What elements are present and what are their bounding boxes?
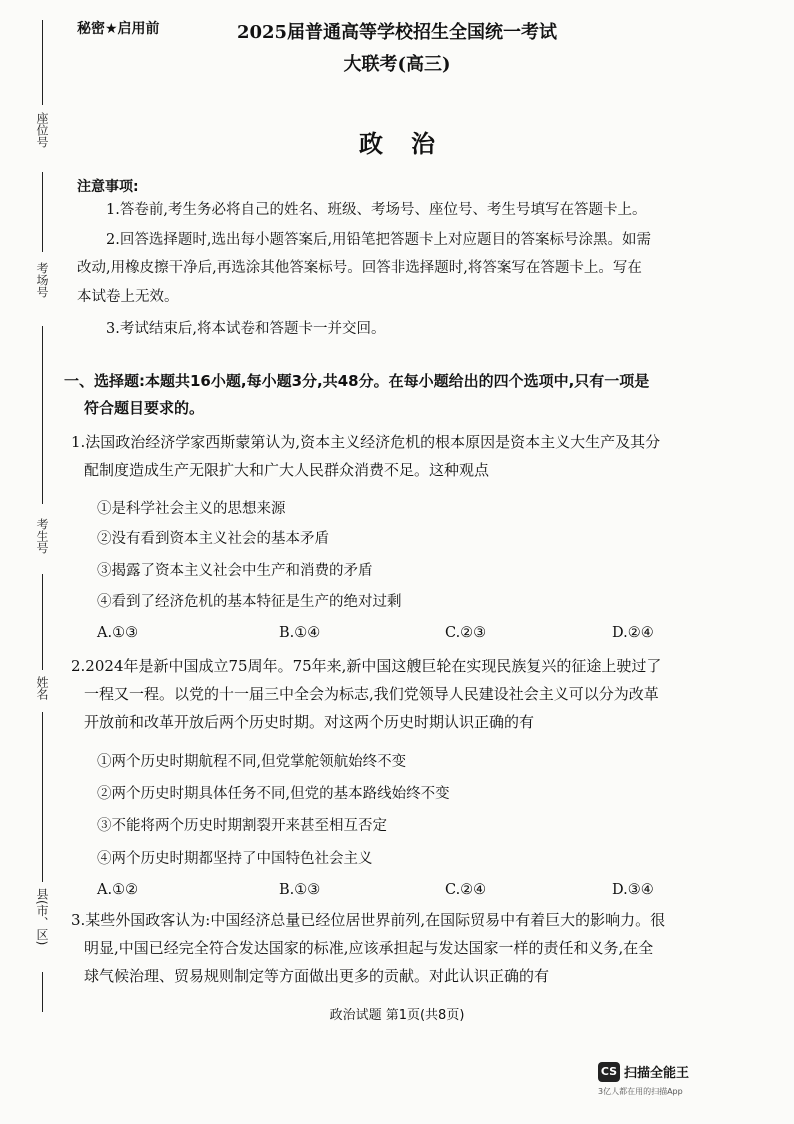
q1-item-3: ③揭露了资本主义社会中生产和消费的矛盾: [97, 563, 373, 579]
secret-mark: 秘密★启用前: [77, 21, 160, 37]
q2-choice-d[interactable]: D.③④: [612, 882, 654, 898]
section-heading: [64, 368, 754, 422]
q1-choice-a[interactable]: A.①③: [97, 625, 139, 641]
exam-room-no-label: 考场号: [35, 262, 49, 298]
q2-item-2: ②两个历史时期具体任务不同,但党的基本路线始终不变: [97, 786, 450, 802]
q1-stem-line-1: 1.法国政治经济学家西斯蒙第认为,资本主义经济危机的根本原因是资本主义大生产及其分: [71, 433, 661, 451]
q2-stem-line-1: 2.2024年是新中国成立75周年。75年来,新中国这艘巨轮在实现民族复兴的征途上驶过了: [71, 657, 662, 675]
q1-choice-d[interactable]: D.②④: [612, 625, 654, 641]
note-item-2-line-1: 2.回答选择题时,选出每小题答案后,用铅笔把答题卡上对应题目的答案标号涂黑。如需: [106, 232, 652, 248]
q2-item-3: ③不能将两个历史时期割裂开来甚至相互否定: [97, 818, 387, 834]
page-footer: 政治试题 第1页(共8页): [329, 1008, 465, 1023]
subject-title: 政治: [359, 129, 463, 158]
q1-item-2: ②没有看到资本主义社会的基本矛盾: [97, 531, 329, 547]
q1-item-1: ①是科学社会主义的思想来源: [97, 501, 286, 517]
q1-choice-c[interactable]: C.②③: [445, 625, 487, 641]
scanner-logo-icon: CS: [598, 1062, 620, 1082]
exam-title: 2025届普通高等学校招生全国统一考试: [236, 22, 558, 43]
margin-line-4: [42, 574, 43, 670]
q2-stem: [71, 652, 756, 736]
q2-choice-a[interactable]: A.①②: [97, 882, 139, 898]
note-item-3: 3.考试结束后,将本试卷和答题卡一并交回。: [106, 321, 386, 337]
scanner-badge: [598, 1060, 758, 1100]
q1-stem-line-2: 配制度造成生产无限扩大和广大人民群众消费不足。这种观点: [84, 461, 490, 479]
notes-title: 注意事项:: [77, 179, 139, 195]
note-item-1: 1.答卷前,考生务必将自己的姓名、班级、考场号、座位号、考生号填写在答题卡上。: [106, 202, 647, 218]
q1-choices: [97, 619, 717, 647]
name-label: 姓名: [35, 676, 49, 700]
q3-stem: [71, 906, 756, 990]
scanner-tagline: 3亿人都在用的扫描App: [598, 1087, 683, 1096]
q1-item-4: ④看到了经济危机的基本特征是生产的绝对过剩: [97, 594, 402, 610]
margin-line-2: [42, 172, 43, 252]
exam-subtitle: 大联考(高三): [343, 54, 451, 75]
q2-stem-line-3: 开放前和改革开放后两个历史时期。对这两个历史时期认识正确的有: [84, 713, 535, 731]
section-heading-line-1: 一、选择题:本题共16小题,每小题3分,共48分。在每小题给出的四个选项中,只有一项是: [64, 372, 650, 390]
seat-no-label: 座位号: [35, 112, 49, 148]
margin-line-5: [42, 712, 43, 882]
note-item-2-line-3: 本试卷上无效。: [77, 289, 179, 305]
q2-stem-line-2: 一程又一程。以党的十一届三中全会为标志,我们党领导人民建设社会主义可以分为改革: [84, 685, 659, 703]
q3-stem-line-1: 3.某些外国政客认为:中国经济总量已经位居世界前列,在国际贸易中有着巨大的影响力。很: [71, 911, 666, 929]
q3-stem-line-3: 球气候治理、贸易规则制定等方面做出更多的贡献。对此认识正确的有: [84, 967, 550, 985]
section-heading-line-2: 符合题目要求的。: [84, 399, 205, 417]
margin-line-3: [42, 326, 43, 504]
q1-stem: [71, 428, 756, 484]
q2-item-1: ①两个历史时期航程不同,但党掌舵领航始终不变: [97, 754, 407, 770]
student-no-label: 考生号: [35, 518, 49, 554]
county-label: 县(市、区): [35, 888, 49, 946]
q2-choice-b[interactable]: B.①③: [279, 882, 321, 898]
q2-item-4: ④两个历史时期都坚持了中国特色社会主义: [97, 851, 373, 867]
scanner-name: 扫描全能王: [624, 1066, 690, 1081]
q2-choice-c[interactable]: C.②④: [445, 882, 487, 898]
q1-choice-b[interactable]: B.①④: [279, 625, 321, 641]
q3-stem-line-2: 明显,中国已经完全符合发达国家的标准,应该承担起与发达国家一样的责任和义务,在全: [84, 939, 654, 957]
q2-choices: [97, 876, 717, 904]
note-item-2-line-2: 改动,用橡皮擦干净后,再选涂其他答案标号。回答非选择题时,将答案写在答题卡上。写在: [77, 260, 642, 276]
